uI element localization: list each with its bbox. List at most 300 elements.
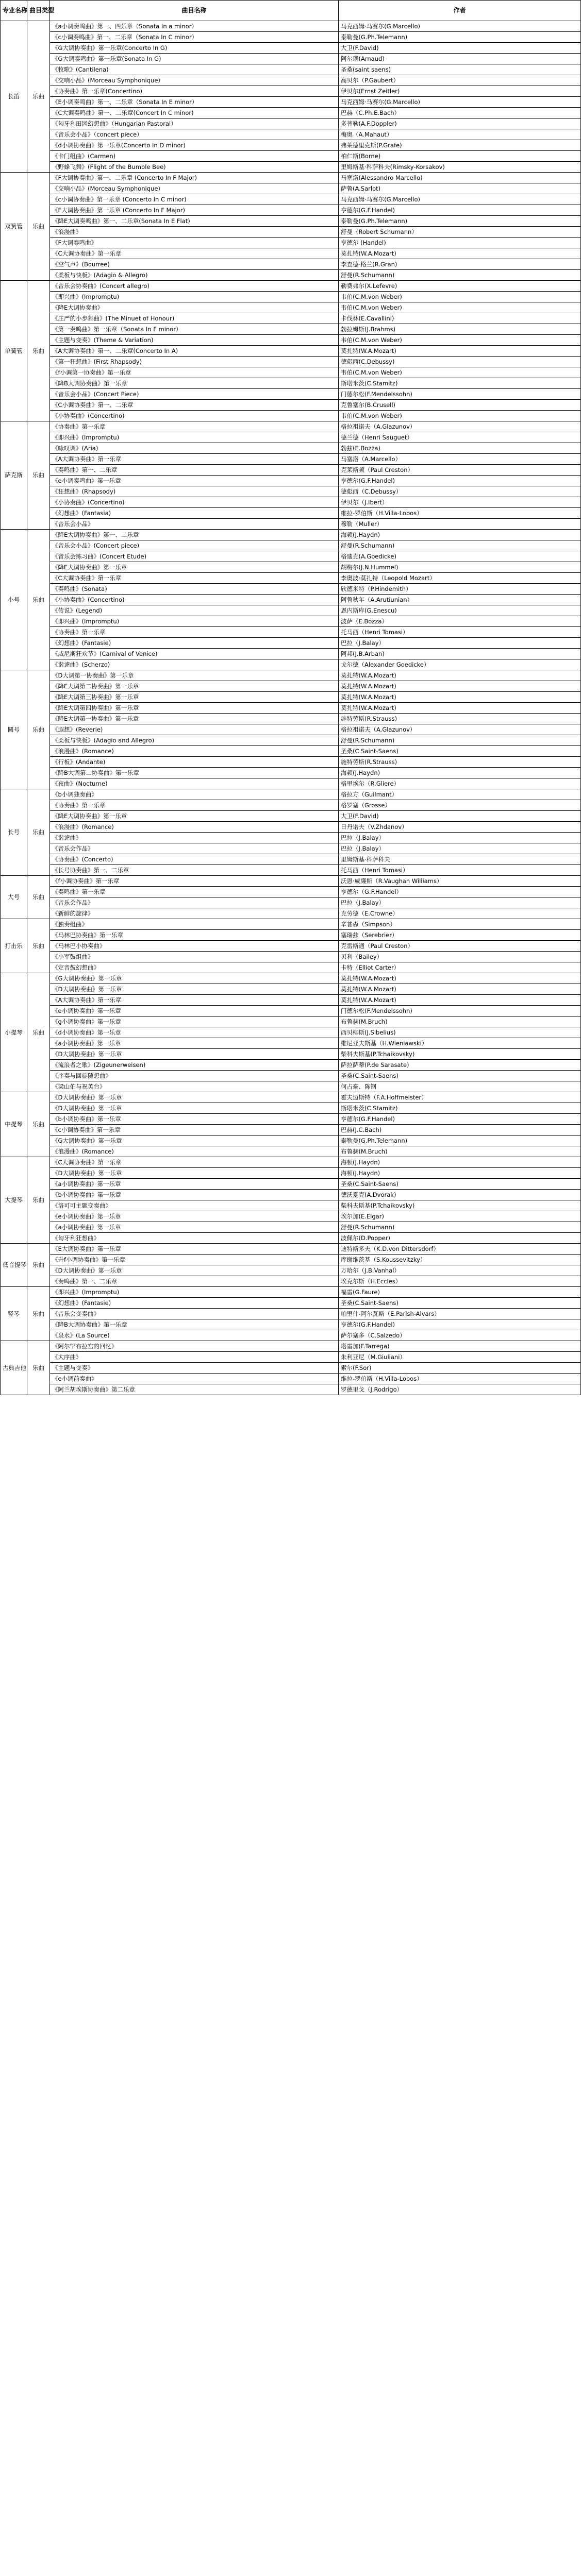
piece-name-cell: 《音乐会小品》(Concert piece) bbox=[50, 540, 339, 551]
table-row bbox=[1, 930, 581, 941]
composer-cell: 莫扎特(W.A.Mozart) bbox=[339, 703, 581, 714]
composer-cell: 莫扎特(W.A.Mozart) bbox=[339, 248, 581, 259]
table-row bbox=[1, 519, 581, 530]
piece-name-cell: 《浪漫曲》(Romance) bbox=[50, 1146, 339, 1157]
composer-cell: 亨德尔（G.F.Handel） bbox=[339, 887, 581, 897]
table-row bbox=[1, 941, 581, 952]
composer-cell: 韦伯(C.M.von Weber) bbox=[339, 292, 581, 302]
piece-name-cell: 《幻想曲》(Fantasia) bbox=[50, 508, 339, 519]
composer-cell: 阿鲁秋年（A.Arutiunian） bbox=[339, 595, 581, 605]
table-row bbox=[1, 281, 581, 292]
composer-cell: 德兰德（Henri Sauguet） bbox=[339, 432, 581, 443]
piece-name-cell: 《e小调奏鸣曲》第一乐章 bbox=[50, 476, 339, 486]
piece-name-cell: 《交响小品》(Morceau Symphonique) bbox=[50, 183, 339, 194]
piece-name-cell: 《传说》(Legend) bbox=[50, 605, 339, 616]
composer-cell: 梅奥（A.Mahaut） bbox=[339, 129, 581, 140]
piece-name-cell: 《G大调协奏曲》第一乐章 bbox=[50, 973, 339, 984]
piece-name-cell: 《D大调协奏曲》第一乐章 bbox=[50, 1092, 339, 1103]
piece-name-cell: 《F大调协奏曲》第一乐章 (Concerto In F Major) bbox=[50, 205, 339, 216]
composer-cell: 大卫(F.David) bbox=[339, 43, 581, 54]
table-row bbox=[1, 476, 581, 486]
table-row bbox=[1, 1298, 581, 1309]
composer-cell: 朱利亚尼（M.Giuliani） bbox=[339, 1352, 581, 1363]
piece-type-cell: 乐曲 bbox=[27, 421, 50, 530]
piece-name-cell: 《行板》(Andante) bbox=[50, 757, 339, 768]
table-row bbox=[1, 313, 581, 324]
table-row bbox=[1, 811, 581, 822]
table-row bbox=[1, 1341, 581, 1352]
composer-cell: 埃克尔斯（H.Eccles） bbox=[339, 1276, 581, 1287]
table-row bbox=[1, 216, 581, 227]
piece-name-cell: 《即兴曲》(Impromptu) bbox=[50, 616, 339, 627]
table-row bbox=[1, 86, 581, 97]
table-row bbox=[1, 97, 581, 108]
table-row bbox=[1, 292, 581, 302]
piece-name-cell: 《g小调协奏曲》第一乐章 bbox=[50, 1016, 339, 1027]
table-row bbox=[1, 1027, 581, 1038]
table-row bbox=[1, 64, 581, 75]
composer-cell: 格里埃尔（R.Gliere） bbox=[339, 778, 581, 789]
category-cell: 大提琴 bbox=[1, 1157, 27, 1244]
table-row bbox=[1, 843, 581, 854]
composer-cell: 福雷(G.Faure) bbox=[339, 1287, 581, 1298]
composer-cell: 巴拉（J.Balay） bbox=[339, 843, 581, 854]
composer-cell: 多普勒(A.F.Doppler) bbox=[339, 118, 581, 129]
table-row bbox=[1, 778, 581, 789]
table-row bbox=[1, 227, 581, 238]
table-row bbox=[1, 735, 581, 746]
table-row bbox=[1, 551, 581, 562]
table-row bbox=[1, 302, 581, 313]
piece-name-cell: 《D大调协奏曲》第一乐章 bbox=[50, 1049, 339, 1060]
table-row bbox=[1, 1060, 581, 1071]
piece-name-cell: 《降B大调协奏曲》第一乐章 bbox=[50, 378, 339, 389]
composer-cell: 阿邦(J.B.Arban) bbox=[339, 649, 581, 659]
piece-name-cell: 《小协奏曲》(Concertino) bbox=[50, 497, 339, 508]
piece-name-cell: 《幻想曲》(Fantasie) bbox=[50, 638, 339, 649]
composer-cell: 埃尔加(E.Elgar) bbox=[339, 1211, 581, 1222]
table-row bbox=[1, 1157, 581, 1168]
table-row bbox=[1, 1114, 581, 1125]
composer-cell: 亨德尔(G.F.Handel) bbox=[339, 205, 581, 216]
piece-name-cell: 《奏鸣曲》第一乐章 bbox=[50, 887, 339, 897]
piece-name-cell: 《定音鼓幻想曲》 bbox=[50, 962, 339, 973]
piece-name-cell: 《独奏组曲》 bbox=[50, 919, 339, 930]
table-row bbox=[1, 508, 581, 519]
table-row bbox=[1, 1146, 581, 1157]
piece-name-cell: 《浪漫曲》 bbox=[50, 227, 339, 238]
composer-cell: 莫扎特(W.A.Mozart) bbox=[339, 670, 581, 681]
table-row bbox=[1, 584, 581, 595]
piece-name-cell: 《c小调奏鸣曲》第一、二乐章（Sonata In C minor） bbox=[50, 32, 339, 43]
composer-cell: 门德尔松(F.Mendelssohn) bbox=[339, 1006, 581, 1016]
table-row bbox=[1, 465, 581, 476]
piece-name-cell: 《奏鸣曲》(Sonata) bbox=[50, 584, 339, 595]
table-row bbox=[1, 118, 581, 129]
composer-cell: 万哈尔（J.B.Vanhal） bbox=[339, 1265, 581, 1276]
piece-name-cell: 《降E大调协奏曲》 bbox=[50, 302, 339, 313]
piece-name-cell: 《d小调协奏曲》第一乐章(Concerto In D minor) bbox=[50, 140, 339, 151]
piece-name-cell: 《降E大调协奏曲》第一、二乐章 bbox=[50, 530, 339, 540]
table-row bbox=[1, 1363, 581, 1374]
composer-cell: 圣桑(C.Saint-Saens) bbox=[339, 1071, 581, 1081]
composer-cell: 萨尔塞多（C.Salzedo） bbox=[339, 1330, 581, 1341]
composer-cell: 格拉祖诺夫（A.Glazunov） bbox=[339, 421, 581, 432]
piece-name-cell: 《泉水》(La Source) bbox=[50, 1330, 339, 1341]
composer-cell: 大卫(F.David) bbox=[339, 811, 581, 822]
piece-name-cell: 《威尼斯狂欢节》(Carnival of Venice) bbox=[50, 649, 339, 659]
piece-name-cell: 《交响小品》(Morceau Symphonique) bbox=[50, 75, 339, 86]
table-row bbox=[1, 1016, 581, 1027]
piece-name-cell: 《谐谑曲》 bbox=[50, 833, 339, 843]
piece-name-cell: 《序奏与回旋随想曲》 bbox=[50, 1071, 339, 1081]
composer-cell: 波佩尔(D.Popper) bbox=[339, 1233, 581, 1244]
header-composer: 作者 bbox=[339, 1, 581, 21]
header-category: 专业名称 bbox=[1, 1, 27, 21]
composer-cell: 莫扎特(W.A.Mozart) bbox=[339, 681, 581, 692]
composer-cell: 穆勒（Muller） bbox=[339, 519, 581, 530]
piece-name-cell: 《c小调协奏曲》第一乐章 bbox=[50, 1125, 339, 1136]
table-row bbox=[1, 140, 581, 151]
piece-name-cell: 《降E大调协奏曲》第一乐章 bbox=[50, 562, 339, 573]
piece-name-cell: 《音乐会变奏曲》 bbox=[50, 1309, 339, 1319]
composer-cell: 泰勒曼(G.Ph.Telemann) bbox=[339, 32, 581, 43]
piece-name-cell: 《洛可可主题变奏曲》 bbox=[50, 1200, 339, 1211]
piece-name-cell: 《G大调奏鸣曲》第一乐章(Sonata In G) bbox=[50, 54, 339, 64]
composer-cell: 韦伯(C.M.von Weber) bbox=[339, 302, 581, 313]
piece-name-cell: 《C大调奏鸣曲》第一、二乐章(Concert In C minor) bbox=[50, 108, 339, 118]
table-row bbox=[1, 486, 581, 497]
composer-cell: 柴科夫斯基(P.Tchaikovsky) bbox=[339, 1049, 581, 1060]
table-row bbox=[1, 789, 581, 800]
piece-name-cell: 《匈牙利田园幻想曲》（Hungarian Pastoral） bbox=[50, 118, 339, 129]
composer-cell: 里姆斯基·科萨科夫(Rimsky-Korsakov) bbox=[339, 162, 581, 173]
composer-cell: 海顿(J.Haydn) bbox=[339, 1157, 581, 1168]
composer-cell: 莫扎特(W.A.Mozart) bbox=[339, 692, 581, 703]
table-row bbox=[1, 21, 581, 32]
composer-cell: 马克西姆·马赛尔(G.Marcello) bbox=[339, 194, 581, 205]
piece-name-cell: 《谐谑曲》(Scherzo) bbox=[50, 659, 339, 670]
composer-cell: 布鲁赫(M.Bruch) bbox=[339, 1016, 581, 1027]
piece-name-cell: 《e小调前奏曲》 bbox=[50, 1374, 339, 1384]
piece-name-cell: 《C大调协奏曲》第一乐章 bbox=[50, 573, 339, 584]
composer-cell: 亨德尔(G.F.Handel) bbox=[339, 476, 581, 486]
piece-name-cell: 《音乐会作品》 bbox=[50, 897, 339, 908]
composer-cell: 斯塔米茨(C.Stamitz) bbox=[339, 378, 581, 389]
composer-cell: 索尔(F.Sor) bbox=[339, 1363, 581, 1374]
piece-name-cell: 《匈牙利狂想曲》 bbox=[50, 1233, 339, 1244]
composer-cell: 格拉祖诺夫（A.Glazunov） bbox=[339, 724, 581, 735]
piece-name-cell: 《D大调协奏曲》第一乐章 bbox=[50, 1103, 339, 1114]
composer-cell: 贝利（Bailey） bbox=[339, 952, 581, 962]
table-row bbox=[1, 1071, 581, 1081]
piece-name-cell: 《协奏曲》(Concerto) bbox=[50, 854, 339, 865]
table-row bbox=[1, 400, 581, 411]
table-row bbox=[1, 649, 581, 659]
piece-name-cell: 《马林巴小协奏曲》 bbox=[50, 941, 339, 952]
category-cell: 竖琴 bbox=[1, 1287, 27, 1341]
category-cell: 古典吉他 bbox=[1, 1341, 27, 1395]
table-row bbox=[1, 1103, 581, 1114]
composer-cell: 帕里什-阿尔瓦斯（E.Parish-Alvars） bbox=[339, 1309, 581, 1319]
composer-cell: 莫扎特(W.A.Mozart) bbox=[339, 346, 581, 357]
composer-cell: 韦伯(C.M.von Weber) bbox=[339, 335, 581, 346]
composer-cell: 马克西姆·马赛尔(G.Marcello) bbox=[339, 21, 581, 32]
composer-cell: 李奥波·莫扎特（Leopold Mozart） bbox=[339, 573, 581, 584]
composer-cell: 胡梅尔(J.N.Hummel) bbox=[339, 562, 581, 573]
composer-cell: 海顿(J.Haydn) bbox=[339, 768, 581, 778]
composer-cell: 海顿(J.Haydn) bbox=[339, 530, 581, 540]
category-cell: 低音提琴 bbox=[1, 1244, 27, 1287]
piece-name-cell: 《a小调协奏曲》第一乐章 bbox=[50, 1038, 339, 1049]
composer-cell: 勃拉姆斯(J.Brahms) bbox=[339, 324, 581, 335]
table-row bbox=[1, 530, 581, 540]
composer-cell: 沃恩·威廉斯（R.Vaughan Williams） bbox=[339, 876, 581, 887]
table-row bbox=[1, 1049, 581, 1060]
piece-type-cell: 乐曲 bbox=[27, 21, 50, 173]
table-row bbox=[1, 1038, 581, 1049]
composer-cell: 克雷斯通（Paul Creston） bbox=[339, 941, 581, 952]
table-row bbox=[1, 108, 581, 118]
piece-type-cell: 乐曲 bbox=[27, 973, 50, 1092]
composer-cell: 塔雷加(F.Tarrega) bbox=[339, 1341, 581, 1352]
piece-name-cell: 《b小调协奏曲》第一乐章 bbox=[50, 1190, 339, 1200]
table-row bbox=[1, 389, 581, 400]
composer-cell: 巴拉（J.Balay） bbox=[339, 897, 581, 908]
composer-cell: 斯塔米茨(C.Stamitz) bbox=[339, 1103, 581, 1114]
table-row bbox=[1, 270, 581, 281]
table-row bbox=[1, 432, 581, 443]
table-row bbox=[1, 616, 581, 627]
category-cell: 圆号 bbox=[1, 670, 27, 789]
piece-type-cell: 乐曲 bbox=[27, 670, 50, 789]
composer-cell: 弗莱德里克斯(P.Grafe) bbox=[339, 140, 581, 151]
table-row bbox=[1, 443, 581, 454]
header-piece-type: 曲目类型 bbox=[27, 1, 50, 21]
composer-cell: 格拉方（Guilmant） bbox=[339, 789, 581, 800]
table-row bbox=[1, 75, 581, 86]
composer-cell: 辛普森（Simpson） bbox=[339, 919, 581, 930]
table-row bbox=[1, 454, 581, 465]
table-row bbox=[1, 638, 581, 649]
piece-name-cell: 《空气声》(Bourree) bbox=[50, 259, 339, 270]
header-row bbox=[1, 1, 581, 21]
category-cell: 大号 bbox=[1, 876, 27, 919]
piece-name-cell: 《音乐会协奏曲》(Concert allegro) bbox=[50, 281, 339, 292]
composer-cell: 克鲁塞尔(B.Crusell) bbox=[339, 400, 581, 411]
composer-cell: 海顿(J.Haydn) bbox=[339, 1168, 581, 1179]
table-row bbox=[1, 1190, 581, 1200]
table-row bbox=[1, 670, 581, 681]
composer-cell: 欣德米特（P.Hindemith） bbox=[339, 584, 581, 595]
composer-cell: 莫扎特(W.A.Mozart) bbox=[339, 973, 581, 984]
piece-name-cell: 《奏鸣曲》第一、二乐章 bbox=[50, 465, 339, 476]
piece-name-cell: 《野蜂飞舞》(Flight of the Bumble Bee) bbox=[50, 162, 339, 173]
piece-name-cell: 《协奏曲》第一乐章 bbox=[50, 627, 339, 638]
composer-cell: 韦伯(C.M.von Weber) bbox=[339, 367, 581, 378]
piece-name-cell: 《协奏曲》第一乐章 bbox=[50, 421, 339, 432]
piece-name-cell: 《马林巴协奏曲》第一乐章 bbox=[50, 930, 339, 941]
piece-type-cell: 乐曲 bbox=[27, 919, 50, 973]
composer-cell: 巴拉（J.Balay） bbox=[339, 638, 581, 649]
table-row bbox=[1, 1330, 581, 1341]
piece-name-cell: 《卡门组曲》(Carmen) bbox=[50, 151, 339, 162]
piece-name-cell: 《遐想》(Reverie) bbox=[50, 724, 339, 735]
category-cell: 小号 bbox=[1, 530, 27, 670]
composer-cell: 泰勒曼(G.Ph.Telemann) bbox=[339, 216, 581, 227]
composer-cell: 戈尔德（Alexander Goedicke） bbox=[339, 659, 581, 670]
composer-cell: 库谢维茨基（S.Koussevitzky） bbox=[339, 1255, 581, 1265]
table-row bbox=[1, 692, 581, 703]
piece-type-cell: 乐曲 bbox=[27, 876, 50, 919]
piece-name-cell: 《降E大调第二协奏曲》第一乐章 bbox=[50, 681, 339, 692]
table-row bbox=[1, 1244, 581, 1255]
composer-cell: 勃兹(E.Bozza) bbox=[339, 443, 581, 454]
piece-name-cell: 《小军鼓组曲》 bbox=[50, 952, 339, 962]
piece-name-cell: 《c小调协奏曲》第一乐章 (Concerto In C minor) bbox=[50, 194, 339, 205]
piece-name-cell: 《协奏曲》第一乐章 bbox=[50, 800, 339, 811]
composer-cell: 李查德·格兰(R.Gran) bbox=[339, 259, 581, 270]
table-row bbox=[1, 43, 581, 54]
composer-cell: 舒曼（Robert Schumann） bbox=[339, 227, 581, 238]
piece-name-cell: 《浪漫曲》(Romance) bbox=[50, 822, 339, 833]
composer-cell: 巴拉（J.Balay） bbox=[339, 833, 581, 843]
table-row bbox=[1, 757, 581, 768]
table-row bbox=[1, 595, 581, 605]
table-row bbox=[1, 1309, 581, 1319]
table-row bbox=[1, 962, 581, 973]
composer-cell: 马克西姆·马赛尔(G.Marcello) bbox=[339, 97, 581, 108]
piece-name-cell: 《长号协奏曲》第一、二乐章 bbox=[50, 865, 339, 876]
composer-cell: 巴赫（C.Ph.E.Bach） bbox=[339, 108, 581, 118]
composer-cell: 莫扎特(W.A.Mozart) bbox=[339, 984, 581, 995]
table-row bbox=[1, 887, 581, 897]
piece-name-cell: 《E大调协奏曲》第一乐章 bbox=[50, 1244, 339, 1255]
table-row bbox=[1, 973, 581, 984]
composer-cell: 卡特（Elliot Carter） bbox=[339, 962, 581, 973]
piece-name-cell: 《降B大调协奏曲》第一乐章 bbox=[50, 1319, 339, 1330]
table-row bbox=[1, 714, 581, 724]
category-cell: 打击乐 bbox=[1, 919, 27, 973]
table-row bbox=[1, 1222, 581, 1233]
piece-name-cell: 《浪漫曲》(Romance) bbox=[50, 746, 339, 757]
composer-cell: 圣桑(saint saens) bbox=[339, 64, 581, 75]
piece-name-cell: 《狂想曲》(Rhapsody) bbox=[50, 486, 339, 497]
piece-name-cell: 《大序曲》 bbox=[50, 1352, 339, 1363]
composer-cell: 日丹诺夫（V.Zhdanov） bbox=[339, 822, 581, 833]
table-row bbox=[1, 1319, 581, 1330]
composer-cell: 里姆斯基·科萨科夫 bbox=[339, 854, 581, 865]
composer-cell: 何占豪、陈钢 bbox=[339, 1081, 581, 1092]
composer-cell: 韦伯(C.M.von Weber) bbox=[339, 411, 581, 421]
table-row bbox=[1, 162, 581, 173]
piece-type-cell: 乐曲 bbox=[27, 789, 50, 876]
piece-name-cell: 《音乐会练习曲》(Concert Etude) bbox=[50, 551, 339, 562]
piece-type-cell: 乐曲 bbox=[27, 1157, 50, 1244]
piece-type-cell: 乐曲 bbox=[27, 1244, 50, 1287]
table-header bbox=[1, 1, 581, 21]
table-row bbox=[1, 32, 581, 43]
table-row bbox=[1, 659, 581, 670]
composer-cell: 施特劳斯(R.Strauss) bbox=[339, 714, 581, 724]
table-row bbox=[1, 248, 581, 259]
piece-name-cell: 《C大调协奏曲》第一乐章 bbox=[50, 248, 339, 259]
piece-name-cell: 《新鲜的旋律》 bbox=[50, 908, 339, 919]
table-row bbox=[1, 768, 581, 778]
piece-name-cell: 《b小调协奏曲》第一乐章 bbox=[50, 1114, 339, 1125]
piece-name-cell: 《第一狂想曲》(First Rhapsody) bbox=[50, 357, 339, 367]
piece-name-cell: 《降E大调第一协奏曲》第一乐章 bbox=[50, 714, 339, 724]
composer-cell: 德彪西(C.Debussy) bbox=[339, 357, 581, 367]
composer-cell: 西贝柳斯(J.Sibelius) bbox=[339, 1027, 581, 1038]
table-row bbox=[1, 1265, 581, 1276]
table-row bbox=[1, 1276, 581, 1287]
composer-cell: 克莱斯顿（Paul Creston） bbox=[339, 465, 581, 476]
table-row bbox=[1, 854, 581, 865]
piece-name-cell: 《f小调第一协奏曲》第一乐章 bbox=[50, 367, 339, 378]
piece-name-cell: 《a小调协奏曲》第一乐章 bbox=[50, 1179, 339, 1190]
composer-cell: 卡伐林(E.Cavallini) bbox=[339, 313, 581, 324]
piece-name-cell: 《升f小调协奏曲》第一乐章 bbox=[50, 1255, 339, 1265]
piece-type-cell: 乐曲 bbox=[27, 173, 50, 281]
piece-name-cell: 《奏鸣曲》第一、二乐章 bbox=[50, 1276, 339, 1287]
table-row bbox=[1, 1081, 581, 1092]
table-row bbox=[1, 822, 581, 833]
piece-name-cell: 《G大调协奏曲》第一乐章 bbox=[50, 1136, 339, 1146]
piece-type-cell: 乐曲 bbox=[27, 1287, 50, 1341]
composer-cell: 德彪西（C.Debussy） bbox=[339, 486, 581, 497]
table-row bbox=[1, 908, 581, 919]
piece-name-cell: 《降E大调第四协奏曲》第一乐章 bbox=[50, 703, 339, 714]
composer-cell: 维尼亚夫斯基（H.Wieniawski） bbox=[339, 1038, 581, 1049]
composer-cell: 亨德尔 (Handel) bbox=[339, 238, 581, 248]
composer-cell: 德沃夏克(A.Dvorak) bbox=[339, 1190, 581, 1200]
piece-name-cell: 《G大调协奏曲》第一乐章(Concerto In G) bbox=[50, 43, 339, 54]
table-row bbox=[1, 897, 581, 908]
table-row bbox=[1, 919, 581, 930]
composer-cell: 塞瑞兹（Serebrier） bbox=[339, 930, 581, 941]
table-row bbox=[1, 1092, 581, 1103]
category-cell: 萨克斯 bbox=[1, 421, 27, 530]
table-row bbox=[1, 1352, 581, 1363]
composer-cell: 阿尔瑙(Arnaud) bbox=[339, 54, 581, 64]
table-row bbox=[1, 54, 581, 64]
piece-name-cell: 《A大调协奏曲》第一乐章 bbox=[50, 995, 339, 1006]
table-row bbox=[1, 183, 581, 194]
piece-name-cell: 《b小调独奏曲》 bbox=[50, 789, 339, 800]
piece-name-cell: 《e小调协奏曲》第一乐章 bbox=[50, 1006, 339, 1016]
piece-name-cell: 《主题与变奏》 bbox=[50, 1363, 339, 1374]
table-row bbox=[1, 703, 581, 714]
piece-name-cell: 《D大调协奏曲》第一乐章 bbox=[50, 1168, 339, 1179]
table-row bbox=[1, 205, 581, 216]
composer-cell: 马塞洛(Alessandro Marcello) bbox=[339, 173, 581, 183]
table-row bbox=[1, 1255, 581, 1265]
table-row bbox=[1, 681, 581, 692]
piece-type-cell: 乐曲 bbox=[27, 530, 50, 670]
category-cell: 长号 bbox=[1, 789, 27, 876]
piece-name-cell: 《C小调协奏曲》第一、二乐章 bbox=[50, 400, 339, 411]
composer-cell: 舒曼(R.Schumann) bbox=[339, 270, 581, 281]
composer-cell: 舒曼(R.Schumann) bbox=[339, 735, 581, 746]
table-row bbox=[1, 411, 581, 421]
piece-name-cell: 《咏叹调》(Aria) bbox=[50, 443, 339, 454]
piece-name-cell: 《庄严的小步舞曲》(The Minuet of Honour) bbox=[50, 313, 339, 324]
piece-name-cell: 《流浪者之歌》(Zigeunerweisen) bbox=[50, 1060, 339, 1071]
composer-cell: 维拉-罗伯斯（H.Villa-Lobos） bbox=[339, 1374, 581, 1384]
table-row bbox=[1, 984, 581, 995]
piece-name-cell: 《D大调协奏曲》第一乐章 bbox=[50, 984, 339, 995]
